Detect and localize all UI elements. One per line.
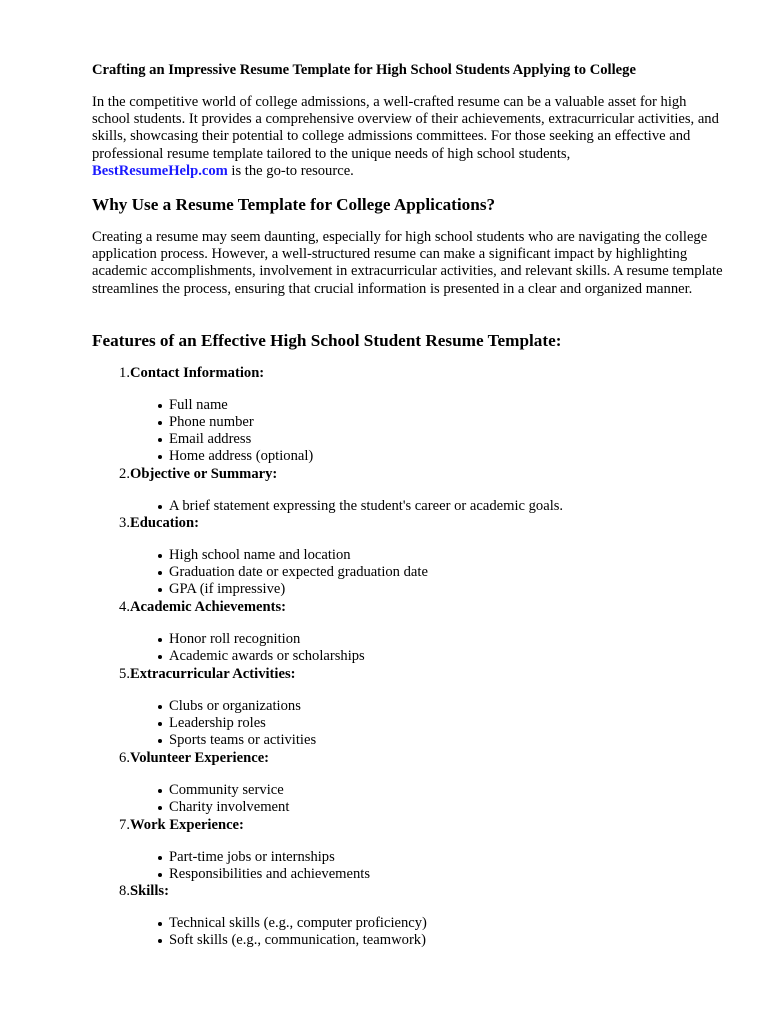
list-item: Community service [158, 782, 289, 799]
bullet-icon [158, 638, 162, 642]
bullet-list [158, 498, 563, 515]
list-item: High school name and location [158, 547, 428, 564]
list-number: 8. [119, 883, 130, 899]
bullet-icon [158, 789, 162, 793]
list-number: 4. [119, 599, 130, 615]
section-label: Education: [130, 515, 199, 531]
section-label: Objective or Summary: [130, 466, 278, 482]
intro-text-end: is the go-to resource. [227, 162, 354, 179]
list-item: Technical skills (e.g., computer proficiency) [158, 915, 427, 932]
bullet-list [158, 397, 313, 465]
list-number: 1. [119, 365, 130, 381]
bullet-icon [158, 571, 162, 575]
intro-text: In the competitive world of college admissions, a well-crafted resume can be a valuable asset for high school students. It provides a comprehensive overview of their achievements, extracurricular activities, and skills, showcasing their potential to college admissions committees. For those seeking an effective and professional resume template tailored to the unique needs of high school students, [92, 94, 719, 162]
list-number: 3. [119, 515, 130, 531]
bullet-icon [158, 922, 162, 926]
bullet-icon [158, 939, 162, 943]
list-item: Full name [158, 397, 313, 414]
list-item: Part-time jobs or internships [158, 849, 370, 866]
bestresumehelp-link[interactable]: BestResumeHelp.com [92, 162, 228, 179]
list-item: Clubs or organizations [158, 698, 316, 715]
section-label: Extracurricular Activities: [130, 666, 296, 682]
list-item: A brief statement expressing the student's career or academic goals. [158, 498, 563, 515]
intro-paragraph [92, 94, 728, 180]
section-label: Skills: [130, 883, 169, 899]
bullet-icon [158, 705, 162, 709]
bullet-icon [158, 856, 162, 860]
list-item: Graduation date or expected graduation date [158, 564, 428, 581]
bullet-list [158, 547, 428, 598]
section-label: Volunteer Experience: [130, 750, 270, 766]
bullet-icon [158, 505, 162, 509]
list-number: 5. [119, 666, 130, 682]
bullet-icon [158, 455, 162, 459]
bullet-list [158, 698, 316, 749]
list-item: GPA (if impressive) [158, 581, 428, 598]
list-item: Home address (optional) [158, 448, 313, 465]
bullet-list [158, 849, 370, 883]
bullet-list [158, 782, 289, 816]
list-number: 6. [119, 750, 130, 766]
bullet-icon [158, 554, 162, 558]
list-item: Charity involvement [158, 799, 289, 816]
list-number: 7. [119, 817, 130, 833]
list-item: Phone number [158, 414, 313, 431]
list-item: Honor roll recognition [158, 631, 365, 648]
why-paragraph: Creating a resume may seem daunting, especially for high school students who are navigating the college application process. However, a well-structured resume can make a significant impact by highlighting academic accomplishments, involvement in extracurricular activities, and relevant skills. A resume template streamlines the process, ensuring that crucial information is presented in a clear and organized manner. [92, 229, 723, 297]
document-title: Crafting an Impressive Resume Template for High School Students Applying to College [92, 62, 636, 78]
list-item: Soft skills (e.g., communication, teamwork) [158, 932, 427, 949]
section-label: Work Experience: [130, 817, 244, 833]
bullet-icon [158, 588, 162, 592]
list-item: Leadership roles [158, 715, 316, 732]
list-item: Sports teams or activities [158, 732, 316, 749]
bullet-icon [158, 806, 162, 810]
section-label: Academic Achievements: [130, 599, 287, 615]
features-heading: Features of an Effective High School Student Resume Template: [92, 331, 562, 350]
bullet-icon [158, 655, 162, 659]
bullet-icon [158, 421, 162, 425]
list-number: 2. [119, 466, 130, 482]
bullet-list [158, 915, 427, 949]
bullet-icon [158, 438, 162, 442]
list-item: Email address [158, 431, 313, 448]
bullet-icon [158, 739, 162, 743]
list-item: Responsibilities and achievements [158, 866, 370, 883]
list-item: Academic awards or scholarships [158, 648, 365, 665]
bullet-icon [158, 722, 162, 726]
bullet-list [158, 631, 365, 665]
section-label: Contact Information: [130, 365, 265, 381]
why-heading: Why Use a Resume Template for College Applications? [92, 195, 496, 214]
bullet-icon [158, 873, 162, 877]
bullet-icon [158, 404, 162, 408]
